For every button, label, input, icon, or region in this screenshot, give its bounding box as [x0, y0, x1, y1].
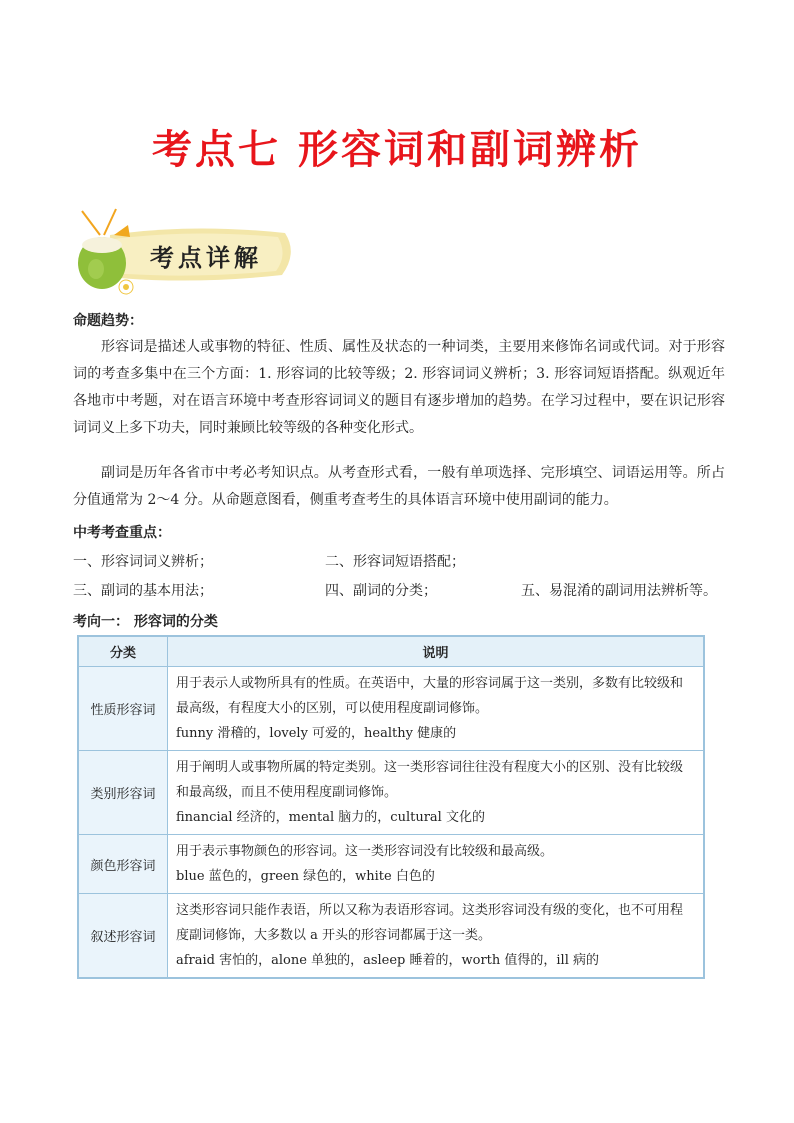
- table-row: [78, 894, 704, 979]
- description-text: 用于阐明人或事物所属的特定类别。这一类形容词往往没有程度大小的区别、没有比较级和最高级，而且不使用程度副词修饰。: [176, 760, 684, 800]
- description-text: 用于表示事物颜色的形容词。这一类形容词没有比较级和最高级。: [176, 844, 554, 859]
- description-cell: [168, 751, 705, 835]
- trend-paragraph-1: 形容词是描述人或事物的特征、性质、属性及状态的一种词类，主要用来修饰名词或代词。对于形容词的考查多集中在三个方面：1. 形容词的比较等级；2. 形容词词义辨析；3. 形容词短语搭配。纵观近年各地市中考题，对在语言环境中考查形容词词义的题目有逐步增加的趋势。在学习过程中，要在识记形容词词义上多下功夫，同时兼顾比较等级的各种变化形式。: [73, 339, 725, 436]
- example-text: afraid 害怕的，alone 单独的，asleep 睡着的，worth 值得的，ill 病的: [176, 953, 599, 968]
- category-cell: 性质形容词: [78, 667, 168, 751]
- page-title: 考点七 形容词和副词辨析: [152, 127, 642, 173]
- example-text: financial 经济的，mental 脑力的，cultural 文化的: [176, 810, 485, 825]
- focus-item: 二、形容词短语搭配；: [325, 554, 465, 570]
- category-cell: 颜色形容词: [78, 835, 168, 894]
- table-header: 分类: [78, 636, 168, 667]
- description-cell: [168, 667, 705, 751]
- trend-heading: 命题趋势：: [73, 313, 143, 329]
- description-text: 这类形容词只能作表语，所以又称为表语形容词。这类形容词没有级的变化，也不可用程度副词修饰，大多数以 a 开头的形容词都属于这一类。: [176, 903, 684, 943]
- table-row: [78, 751, 704, 835]
- focus-heading: 中考考查重点：: [73, 525, 171, 541]
- table-header-row: [78, 636, 704, 667]
- focus-item: 五、易混淆的副词用法辨析等。: [521, 583, 717, 599]
- banner-label: 考点详解: [150, 244, 262, 272]
- focus-item: 四、副词的分类；: [325, 583, 437, 599]
- table-row: [78, 667, 704, 751]
- focus-item: 三、副词的基本用法；: [73, 583, 213, 599]
- example-text: funny 滑稽的，lovely 可爱的，healthy 健康的: [176, 726, 457, 741]
- description-cell: [168, 894, 705, 979]
- description-text: 用于表示人或物所具有的性质。在英语中，大量的形容词属于这一类别，多数有比较级和最高级，有程度大小的区别，可以使用程度副词修饰。: [176, 676, 684, 716]
- table-header: 说明: [168, 636, 705, 667]
- adjective-classification-table: [77, 635, 705, 979]
- table-row: [78, 835, 704, 894]
- direction-heading: 考向一： 形容词的分类: [73, 614, 218, 630]
- category-cell: 叙述形容词: [78, 894, 168, 979]
- example-text: blue 蓝色的，green 绿色的，white 白色的: [176, 869, 435, 884]
- trend-paragraph-2: 副词是历年各省市中考必考知识点。从考查形式看，一般有单项选择、完形填空、词语运用等。所占分值通常为 2～4 分。从命题意图看，侧重考查考生的具体语言环境中使用副词的能力。: [73, 465, 725, 508]
- description-cell: [168, 835, 705, 894]
- focus-item: 一、形容词词义辨析；: [73, 554, 213, 570]
- category-cell: 类别形容词: [78, 751, 168, 835]
